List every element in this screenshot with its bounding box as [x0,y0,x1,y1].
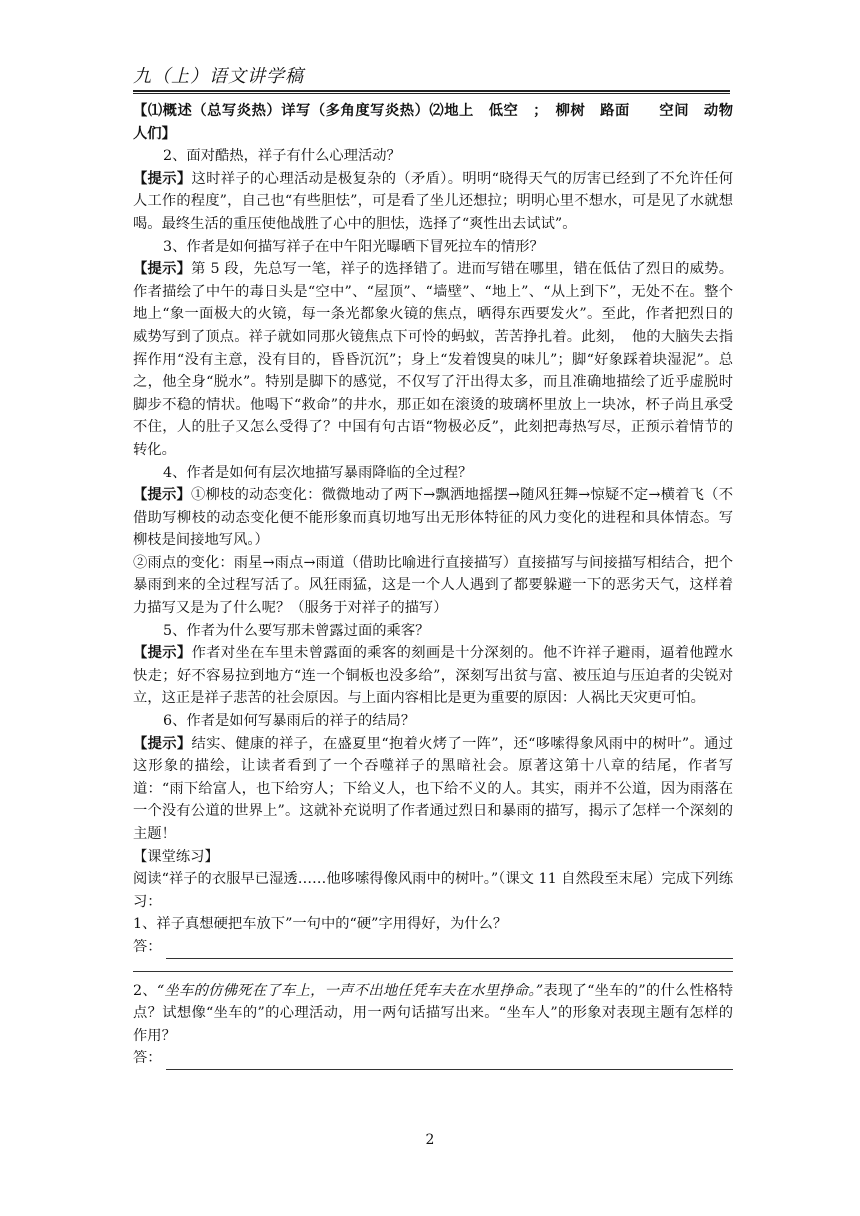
header-title: 九（上）语文讲学稿 [133,66,304,87]
hint-6 [133,733,733,846]
answer-line-2 [133,1047,733,1070]
answer-line-1 [133,936,733,959]
hint-label: 【提示】 [133,735,192,752]
question-5: 5、作者为什么要写那未曾露过面的乘客？ [163,622,430,639]
practice-heading: 【课堂练习】 [133,848,219,865]
hint-4-text: ①柳枝的动态变化：微微地动了两下→飘洒地摇摆→随风狂舞→惊疑不定→横着飞（不借助写柳枝的动态变化便不能形象而真切地写出无形体特征的风力变化的进程和具体情态。写柳枝是间接地写风。） [133,487,733,549]
hint-3 [133,258,733,461]
hint-4 [133,484,733,552]
practice-intro: 阅读“祥子的衣服早已湿透……他哆嗦得像风雨中的树叶。”（课文 11 自然段至末尾）完成下列练习： [133,871,733,910]
answer-blank[interactable] [166,943,733,959]
hint-2-text: 这时祥子的心理活动是极复杂的（矛盾）。明明“晓得天气的厉害已经到了不允许任何人工作的程度”，自己也“有些胆怯”，可是看了坐儿还想拉；明明心里不想水，可是见了水就想喝。最终生活的重压使他战胜了心中的胆怯，选择了“爽性出去试试”。 [133,170,734,232]
answer-label: 答： [133,1050,162,1067]
hint-4-part2: ②雨点的变化：雨星→雨点→雨道（借助比喻进行直接描写）直接描写与间接描写相结合，把个暴雨到来的全过程写活了。风狂雨猛，这是一个人人遇到了都要躲避一下的恶劣天气，这样着力描写又是为了什么呢？（服务于对祥子的描写） [133,554,733,617]
exercise-2-text: 表现了“坐车的”的什么性格特点？试想像“坐车的”的心理活动，用一两句话描写出来。“坐车人”的形象对表现主题有怎样的作用？ [133,982,733,1044]
hint-label: 【提示】 [133,170,192,187]
answer-blank[interactable] [166,1054,733,1070]
hint-5-text: 作者对坐在车里未曾露面的乘客的刻画是十分深刻的。他不许祥子避雨，逼着他蹚水快走；好不容易拉到地方“连一个铜板也没多给”，深刻写出贫与富、被压迫与压迫者的尖锐对立，这正是祥子悲苦的社会原因。与上面内容相比是更为重要的原因：人祸比天灾更可怕。 [133,645,734,707]
hint-3-text: 第 5 段，先总写一笔，祥子的选择错了。进而写错在哪里，错在低估了烈日的威势。作者描绘了中午的毒日头是“空中”、“屋顶”、“墙壁”、“地上”、“从上到下”，无处不在。整个地上“象一面极大的火镜，每一条光都象火镜的焦点，晒得东西要发火”。至此，作者把烈日的威势写到了顶点。祥子就如同那火镜焦点下可怜的蚂蚁，苦苦挣扎着。此刻， 他的大脑失去指挥作用“没有主意，没有目的，昏昏沉沉”；身上“发着馊臭的味儿”；脚“好象踩着块湿泥”。总之，他全身“脱水”。特别是脚下的感觉，不仅写了汗出得太多，而且准确地描绘了近乎虚脱时脚步不稳的情状。他喝下“救命”的井水，那正如在滚烫的玻璃杯里放上一块冰，杯子尚且承受不住，人的肚子又怎么受得了？中国有句古语“物极必反”，此刻把毒热写尽，正预示着情节的转化。 [133,261,734,458]
hint-2 [133,168,733,236]
exercise-2 [133,980,733,1048]
hint-6-text: 结实、健康的祥子，在盛夏里“抱着火烤了一阵”，还“哆嗦得象风雨中的树叶”。通过这形象的描绘，让读者看到了一个吞噬祥子的黑暗社会。原著这第十八章的结尾，作者写道：“雨下给富人，也下给穷人；下给义人，也下给不义的人。其实，雨并不公道，因为雨落在一个没有公道的世界上”。这就补充说明了作者通过烈日和暴雨的描写，揭示了怎样一个深刻的主题！ [133,735,734,842]
answer-label: 答： [133,938,162,955]
hint-5 [133,642,733,710]
question-4: 4、作者是如何有层次地描写暴雨降临的全过程？ [163,464,473,481]
hint-label: 【提示】 [133,261,192,278]
exercise-1: 1、祥子真想硬把车放下”一句中的“硬”字用得好，为什么？ [133,916,508,933]
question-3: 3、作者是如何描写祥子在中午阳光曝晒下冒死拉车的情形？ [163,238,544,255]
hint-label: 【提示】 [133,487,192,504]
exercise-2-number: 2、 [133,982,157,999]
exercise-2-quote: “坐车的仿佛死在了车上，一声不出地任凭车夫在水里挣命。” [156,982,544,999]
question-2: 2、面对酷热，祥子有什么心理活动？ [163,148,401,165]
content-body [133,100,748,1070]
page-header [133,60,730,92]
question-6: 6、作者是如何写暴雨后的祥子的结局？ [163,713,416,730]
summary-paragraph: 【⑴概述（总写炎热）详写（多角度写炎热）⑵地上 低空 ； 柳树 路面 空间 动物 人们】 [133,103,748,142]
header-divider [133,93,730,94]
answer-extra-line[interactable] [133,959,733,972]
page-number: 2 [425,1132,435,1148]
hint-label: 【提示】 [133,645,192,662]
